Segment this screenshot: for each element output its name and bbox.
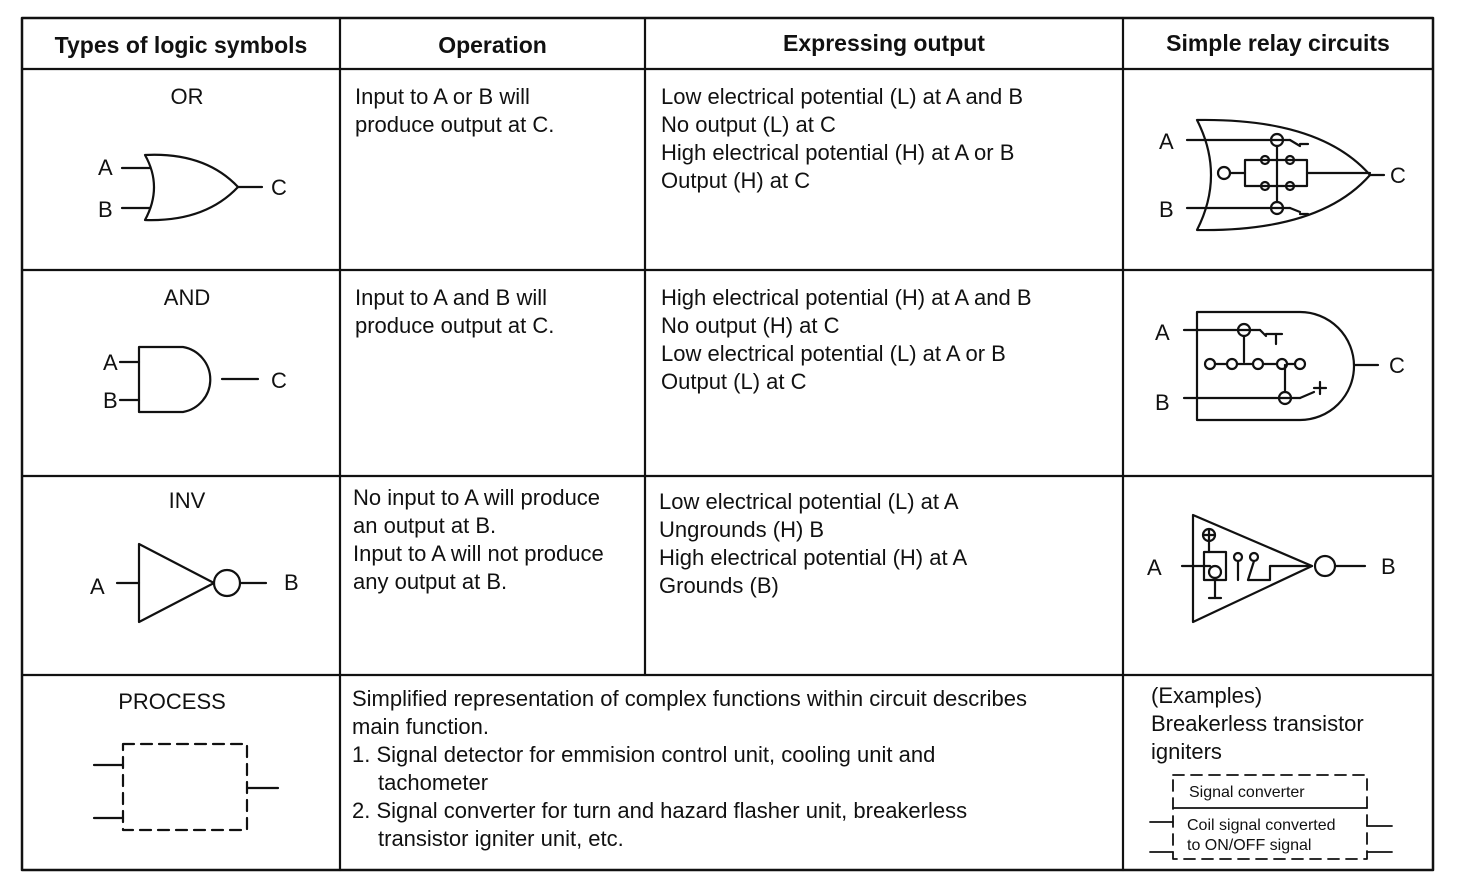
header-expressing-output: Expressing output bbox=[783, 30, 985, 56]
or-relay-input-a: A bbox=[1159, 129, 1174, 154]
and-operation-line: produce output at C. bbox=[355, 313, 555, 338]
examples-line: igniters bbox=[1151, 739, 1222, 764]
and-output-line: High electrical potential (H) at A and B bbox=[661, 285, 1032, 310]
inv-operation-line: an output at B. bbox=[353, 513, 497, 538]
or-relay-input-b: B bbox=[1159, 197, 1174, 222]
and-output-line: No output (H) at C bbox=[661, 313, 840, 338]
or-output-line: No output (L) at C bbox=[661, 112, 836, 137]
examples-line: Breakerless transistor bbox=[1151, 711, 1364, 736]
inv-relay-input-a: A bbox=[1147, 555, 1162, 580]
example-box-line: to ON/OFF signal bbox=[1187, 837, 1312, 854]
and-relay-input-b: B bbox=[1155, 390, 1170, 415]
or-output-c: C bbox=[271, 175, 287, 200]
and-input-a: A bbox=[103, 350, 118, 375]
and-operation-line: Input to A and B will bbox=[355, 285, 548, 310]
inv-operation-line: Input to A will not produce bbox=[353, 541, 604, 566]
process-description-line: transistor igniter unit, etc. bbox=[378, 826, 624, 851]
or-output-line: High electrical potential (H) at A or B bbox=[661, 140, 1015, 165]
inv-title: INV bbox=[168, 488, 206, 513]
example-box-line: Coil signal converted bbox=[1187, 817, 1336, 834]
inv-relay-output-b: B bbox=[1381, 554, 1396, 579]
process-description-line: main function. bbox=[352, 714, 489, 739]
header-operation: Operation bbox=[438, 32, 547, 58]
example-box-text bbox=[1187, 816, 1336, 856]
inv-output-b: B bbox=[284, 570, 299, 595]
process-description-line: tachometer bbox=[378, 770, 489, 795]
or-input-b: B bbox=[98, 197, 113, 222]
examples-line: (Examples) bbox=[1151, 683, 1263, 708]
or-title: OR bbox=[170, 84, 204, 109]
and-relay-output-c: C bbox=[1389, 353, 1405, 378]
inv-output-line: Low electrical potential (L) at A bbox=[659, 489, 959, 514]
inv-output-line: High electrical potential (H) at A bbox=[659, 545, 968, 570]
inv-output-line: Grounds (B) bbox=[659, 573, 779, 598]
example-box-title: Signal converter bbox=[1189, 784, 1305, 801]
and-output-line: Output (L) at C bbox=[661, 369, 807, 394]
process-description-line: Simplified representation of complex functions within circuit describes bbox=[352, 686, 1027, 711]
or-operation-line: Input to A or B will bbox=[355, 84, 530, 109]
header-relay-circuits: Simple relay circuits bbox=[1166, 30, 1390, 56]
process-title: PROCESS bbox=[118, 689, 226, 714]
inv-operation-line: any output at B. bbox=[353, 569, 508, 594]
and-output-c: C bbox=[271, 368, 287, 393]
header-symbols: Types of logic symbols bbox=[54, 32, 308, 58]
or-input-a: A bbox=[98, 155, 113, 180]
process-description-line: 2. Signal converter for turn and hazard flasher unit, breakerless bbox=[352, 798, 968, 823]
or-relay-output-c: C bbox=[1390, 163, 1406, 188]
or-output-line: Low electrical potential (L) at A and B bbox=[661, 84, 1023, 109]
or-output-line: Output (H) at C bbox=[661, 168, 811, 193]
and-output-line: Low electrical potential (L) at A or B bbox=[661, 341, 1006, 366]
inv-output-line: Ungrounds (H) B bbox=[659, 517, 825, 542]
or-operation-line: produce output at C. bbox=[355, 112, 555, 137]
inv-operation-line: No input to A will produce bbox=[353, 485, 601, 510]
and-title: AND bbox=[163, 285, 211, 310]
process-description-line: 1. Signal detector for emmision control unit, cooling unit and bbox=[352, 742, 936, 767]
and-relay-input-a: A bbox=[1155, 320, 1170, 345]
and-input-b: B bbox=[103, 388, 118, 413]
inv-input-a: A bbox=[90, 574, 105, 599]
